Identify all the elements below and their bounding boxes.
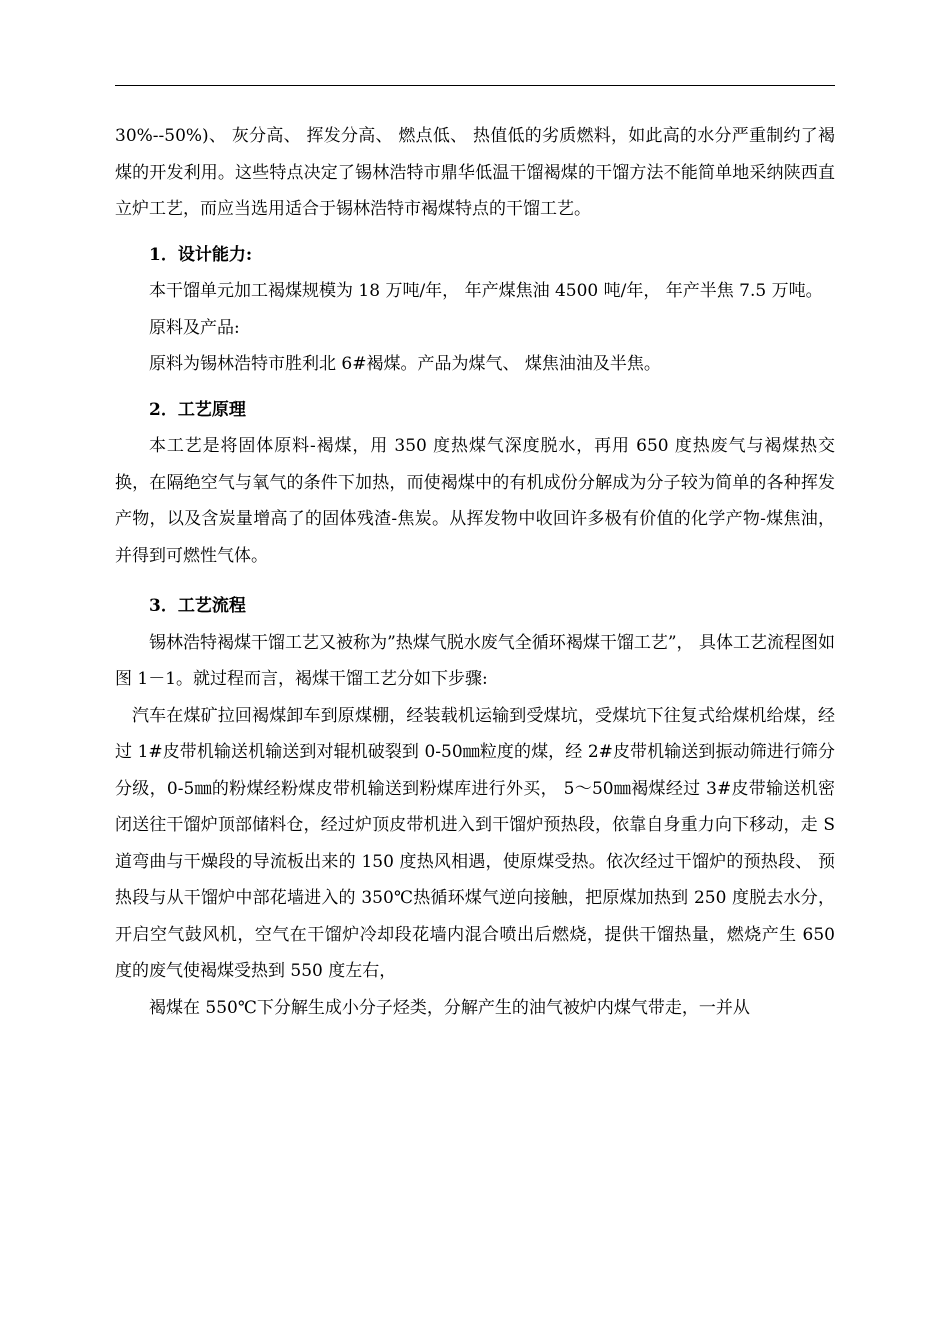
section-heading-process: 3．工艺流程 (149, 596, 246, 616)
paragraph-capacity: 本干馏单元加工褐煤规模为 18 万吨/年， 年产煤焦油 4500 吨/年， 年产半焦 7.5 万吨。 (149, 281, 823, 301)
section-heading-principle: 2．工艺原理 (149, 399, 246, 420)
paragraph-process-steps: 汽车在煤矿拉回褐煤卸车到原煤棚，经装载机运输到受煤坑，受煤坑下往复式给煤机给煤，经过 1#皮带机输送机输送到对辊机破裂到 0-50㎜粒度的煤，经 2#皮带机输送到振动筛进行筛分分级，0-5㎜的粉煤经粉煤皮带机输送到粉煤库进行外买， 5～50㎜褐煤经过 3#皮带输送机密闭送往干馏炉顶部储料仓，经过炉顶皮带机进入到干馏炉预热段，依靠自身重力向下移动，走 S 道弯曲与干燥段的导流板出来的 150 度热风相遇，使原煤受热。依次经过干馏炉的预热段、 预热段与从干馏炉中部花墙进入的 350℃热循环煤气逆向接触，把原煤加热到 250 度脱去水分，开启空气鼓风机，空气在干馏炉冷却段花墙内混合喷出后燃烧，提供干馏热量，燃烧产生 650 度的废气使褐煤受热到 550 度左右， (115, 705, 835, 981)
paragraph-continuation: 30%--50%)、 灰分高、 挥发分高、 燃点低、 热值低的劣质燃料，如此高的水分严重制约了褐煤的开发利用。这些特点决定了锡林浩特市鼎华低温干馏褐煤的干馏方法不能简单地采纳陕西直立炉工艺，而应当选用适合于锡林浩特市褐煤特点的干馏工艺。 (115, 126, 835, 219)
paragraph-principle: 本工艺是将固体原料-褐煤，用 350 度热煤气深度脱水，再用 650 度热废气与褐煤热交换，在隔绝空气与氧气的条件下加热，而使褐煤中的有机成份分解成为分子较为简单的各种挥发产物，以及含炭量增高了的固体残渣-焦炭。从挥发物中收回许多极有价值的化学产物-煤焦油，并得到可燃性气体。 (115, 436, 835, 566)
section-heading-design-capacity: 1．设计能力: (149, 244, 253, 265)
paragraph-process-intro: 锡林浩特褐煤干馏工艺又被称为”热煤气脱水废气全循环褐煤干馏工艺”， 具体工艺流程图如图 1－1。就过程而言，褐煤干馏工艺分如下步骤: (115, 632, 835, 689)
paragraph-decomposition: 褐煤在 550℃下分解生成小分子烃类，分解产生的油气被炉内煤气带走，一并从 (149, 997, 750, 1018)
document-body (115, 118, 835, 1026)
paragraph-materials-label: 原料及产品: (149, 317, 240, 338)
header-rule (115, 85, 835, 86)
paragraph-materials: 原料为锡林浩特市胜利北 6#褐煤。产品为煤气、 煤焦油油及半焦。 (149, 354, 661, 374)
